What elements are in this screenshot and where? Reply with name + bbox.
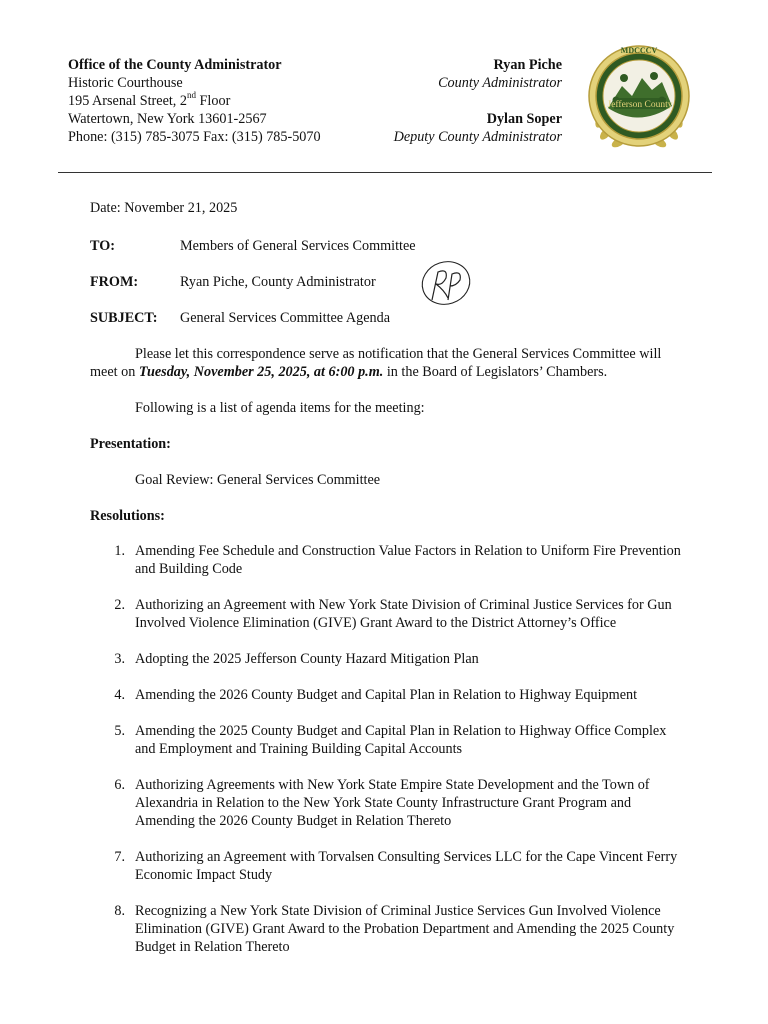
street-suffix: nd — [187, 90, 196, 101]
item-text: Authorizing Agreements with New York State Empire State Development and the Town of Alexandria in Relation to the New York State County Infrastructure Grant Program and Amending the 2026 County Budget in Relation Thereto — [135, 777, 650, 829]
list-item — [90, 722, 690, 758]
intro-location: in the Board of Legislators’ Chambers. — [383, 364, 608, 380]
item-number: 8. — [114, 903, 125, 919]
item-text: Amending the 2025 County Budget and Capital Plan in Relation to Highway Office Complex and Employment and Training Building Capital Accounts — [135, 723, 667, 757]
list-item — [90, 776, 690, 830]
city-line: Watertown, New York 13601-2567 — [68, 111, 267, 127]
presentation-item: Goal Review: General Services Committee — [135, 472, 381, 488]
item-number: 2. — [114, 597, 125, 613]
item-number: 3. — [114, 651, 125, 667]
list-item — [90, 596, 690, 632]
deputy-title: Deputy County Administrator — [393, 129, 562, 145]
deputy-name: Dylan Soper — [486, 111, 562, 127]
item-text: Amending Fee Schedule and Construction Value Factors in Relation to Uniform Fire Prevention and Building Code — [135, 543, 681, 577]
letterhead-officials — [302, 56, 562, 146]
item-number: 5. — [114, 723, 125, 739]
office-name: Office of the County Administrator — [68, 57, 282, 73]
list-item — [90, 848, 690, 884]
list-item — [90, 650, 690, 668]
intro-paragraph — [90, 345, 690, 381]
item-text: Adopting the 2025 Jefferson County Hazard Mitigation Plan — [135, 651, 479, 667]
from-label: FROM: — [90, 274, 139, 290]
to-value: Members of General Services Committee — [180, 238, 416, 254]
phone-line: Phone: (315) 785-3075 Fax: (315) 785-5070 — [68, 129, 321, 145]
street-floor: Floor — [196, 93, 231, 109]
memo-body — [90, 199, 690, 956]
memo-to — [90, 237, 690, 255]
meeting-datetime: Tuesday, November 25, 2025, at 6:00 p.m. — [138, 364, 384, 380]
item-number: 7. — [114, 849, 125, 865]
county-seal-logo — [586, 38, 692, 156]
memo-from — [90, 273, 690, 291]
header-divider — [58, 172, 712, 173]
presentation-heading: Presentation: — [90, 436, 171, 452]
item-text: Authorizing an Agreement with New York State Division of Criminal Justice Services for Gun Involved Violence Elimination (GIVE) Grant Award to the District Attorney’s Office — [135, 597, 672, 631]
list-item — [90, 686, 690, 704]
list-item — [90, 542, 690, 578]
item-number: 6. — [114, 777, 125, 793]
item-text: Authorizing an Agreement with Torvalsen Consulting Services LLC for the Cape Vincent Ferry Economic Impact Study — [135, 849, 678, 883]
list-item — [90, 902, 690, 956]
subject-value: General Services Committee Agenda — [180, 310, 390, 326]
following-paragraph: Following is a list of agenda items for the meeting: — [135, 400, 425, 416]
memo-subject — [90, 309, 690, 327]
item-text: Amending the 2026 County Budget and Capital Plan in Relation to Highway Equipment — [135, 687, 638, 703]
seal-main-text: Jefferson County — [607, 100, 673, 110]
building-name: Historic Courthouse — [68, 75, 183, 91]
item-number: 1. — [114, 543, 125, 559]
resolutions-heading: Resolutions: — [90, 508, 165, 524]
admin-name: Ryan Piche — [493, 57, 562, 73]
seal-top-text: MDCCCV — [620, 46, 658, 55]
admin-title: County Administrator — [438, 75, 562, 91]
item-number: 4. — [114, 687, 125, 703]
from-value: Ryan Piche, County Administrator — [180, 274, 376, 290]
to-label: TO: — [90, 238, 115, 254]
intro-text: Please let this correspondence serve as notification that the General Services Committee will meet on — [90, 346, 662, 380]
memo-date: Date: November 21, 2025 — [90, 200, 238, 216]
item-text: Recognizing a New York State Division of Criminal Justice Services Gun Involved Violence Elimination (GIVE) Grant Award to the Probation Department and Amending the 2025 County Budget in Relation Thereto — [135, 903, 675, 955]
resolutions-list — [90, 542, 690, 956]
street-text: 195 Arsenal Street, 2 — [68, 93, 187, 109]
subject-label: SUBJECT: — [90, 310, 158, 326]
